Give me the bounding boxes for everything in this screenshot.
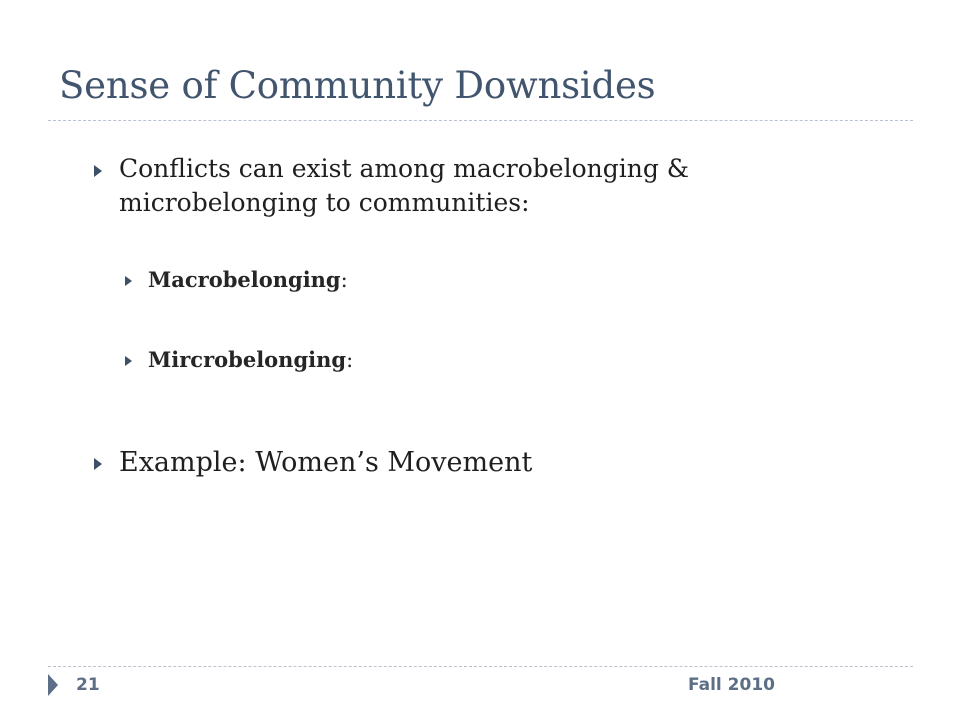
- footer-divider: [48, 666, 913, 667]
- footer-marker-icon: [48, 674, 58, 696]
- bullet-arrow-icon: [94, 458, 102, 470]
- sub-bullet-suffix: :: [346, 348, 354, 372]
- footer-date: Fall 2010: [688, 675, 775, 695]
- sub-bullet-arrow-icon: [125, 356, 132, 366]
- sub-bullet-term: Macrobelonging: [148, 267, 341, 292]
- slide-title: Sense of Community Downsides: [59, 64, 656, 107]
- sub-bullet-microbelonging: [148, 346, 353, 374]
- sub-bullet-macrobelonging: [148, 266, 348, 294]
- bullet-conflicts: Conflicts can exist among macrobelonging & microbelonging to communities:: [119, 154, 690, 217]
- title-divider: [48, 120, 913, 121]
- sub-bullet-suffix: :: [340, 268, 348, 292]
- bullet-example: Example: Women’s Movement: [119, 447, 533, 478]
- sub-bullet-term: Mircrobelonging: [148, 347, 347, 372]
- bullet-arrow-icon: [94, 165, 102, 177]
- slide-number: 21: [76, 675, 100, 695]
- sub-bullet-arrow-icon: [125, 276, 132, 286]
